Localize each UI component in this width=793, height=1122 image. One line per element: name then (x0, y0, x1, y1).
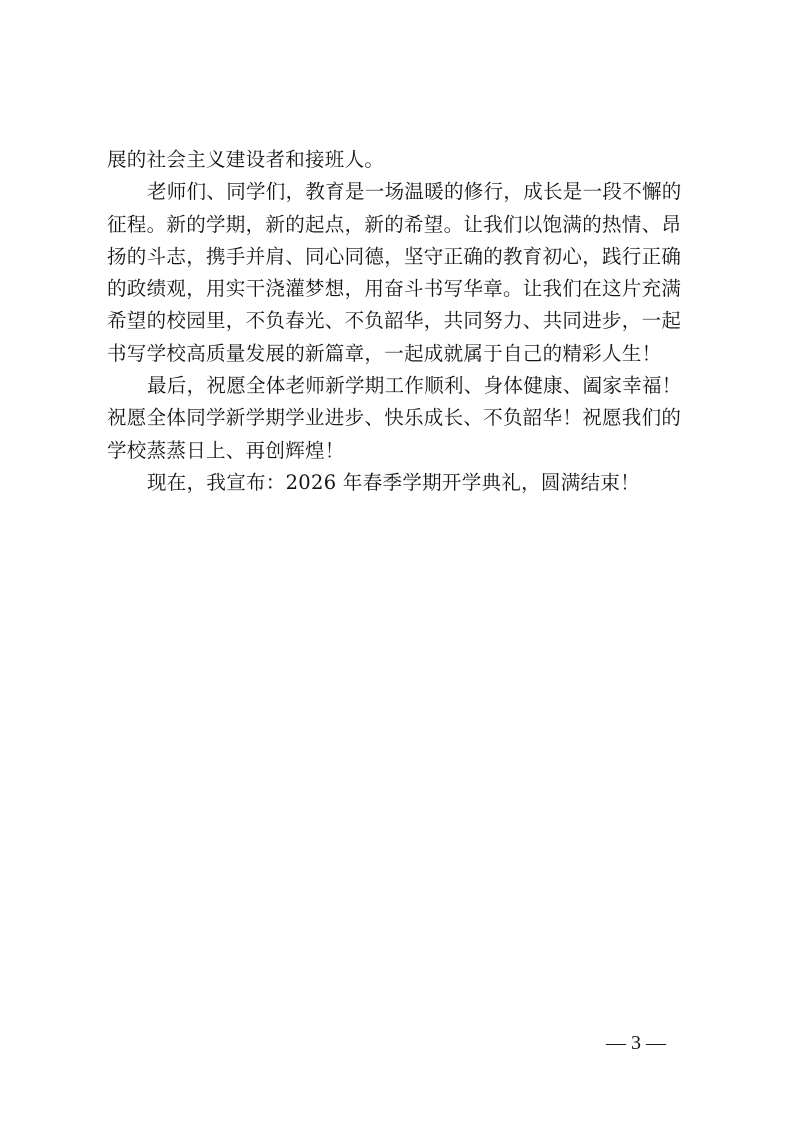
paragraph-line: 老师们、同学们，教育是一场温暖的修行，成长是一段不懈的 (147, 180, 682, 204)
paragraph-line: 书写学校高质量发展的新篇章，一起成就属于自己的精彩人生！ (107, 341, 662, 365)
paragraph-line: 现在，我宣布：2026 年春季学期开学典礼，圆满结束！ (147, 470, 640, 494)
paragraph-line: 祝愿全体同学新学期学业进步、快乐成长、不负韶华！祝愿我们的 (107, 406, 682, 430)
page-number: — 3 — (606, 1032, 666, 1054)
body-text (107, 144, 689, 499)
paragraph-line: 征程。新的学期，新的起点，新的希望。让我们以饱满的热情、昂 (107, 212, 682, 236)
paragraph-line: 最后，祝愿全体老师新学期工作顺利、身体健康、阖家幸福！ (147, 374, 682, 398)
paragraph-line: 学校蒸蒸日上、再创辉煌！ (107, 438, 345, 462)
paragraph-line: 希望的校园里，不负春光、不负韶华，共同努力、共同进步，一起 (107, 309, 682, 333)
paragraph-line: 扬的斗志，携手并肩、同心同德，坚守正确的教育初心，践行正确 (107, 244, 682, 268)
paragraph-line: 的政绩观，用实干浇灌梦想，用奋斗书写华章。让我们在这片充满 (107, 277, 682, 301)
paragraph-line: 展的社会主义建设者和接班人。 (107, 148, 385, 171)
